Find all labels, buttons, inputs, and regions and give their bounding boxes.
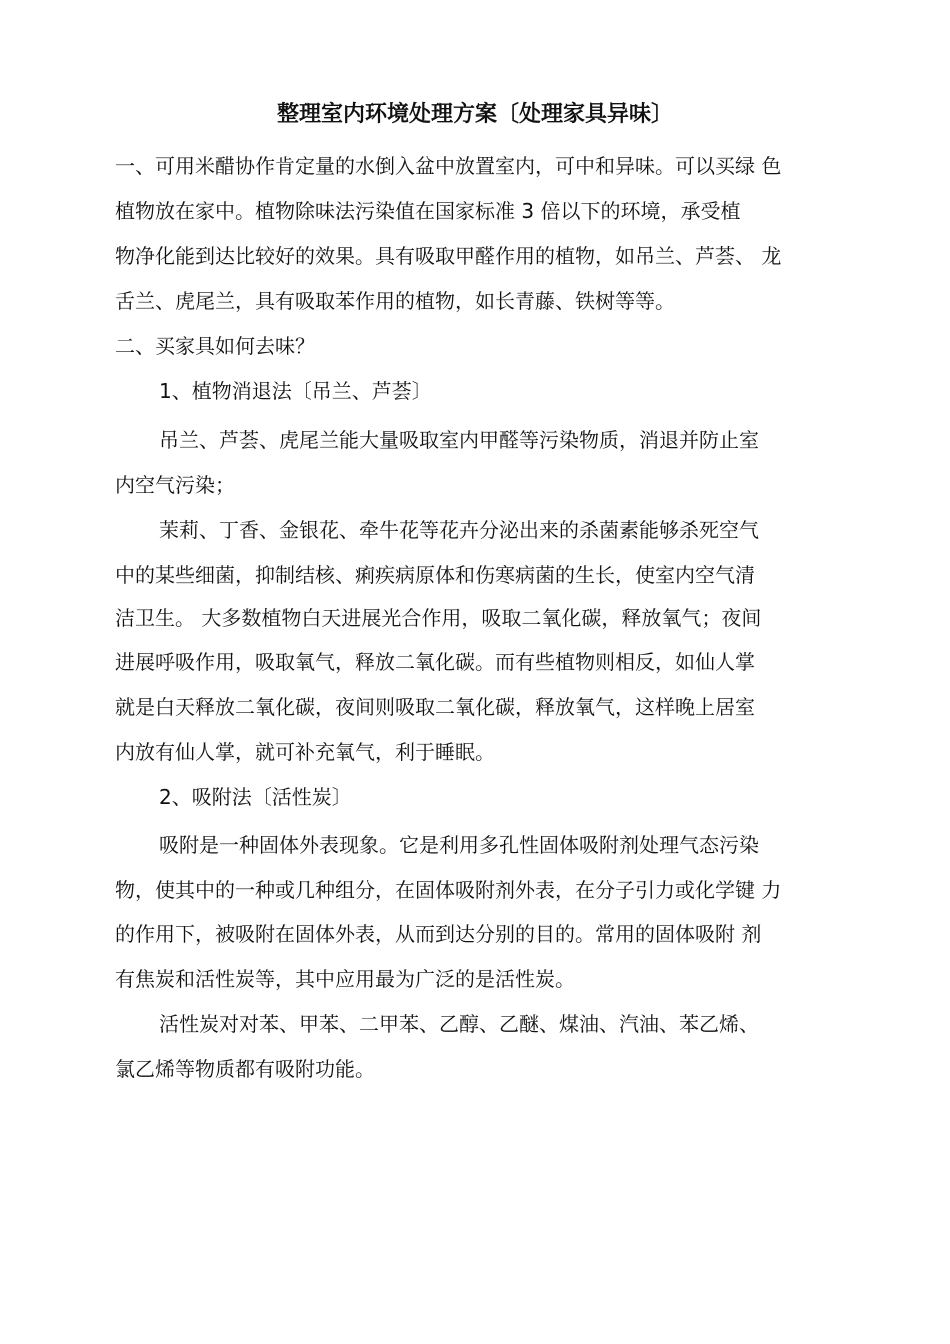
paragraph-line: 内放有仙人掌，就可补充氧气，利于睡眠。 <box>115 740 495 764</box>
paragraph-line: 吊兰、芦荟、虎尾兰能大量吸取室内甲醛等污染物质，消退并防止室 <box>159 428 759 452</box>
paragraph-line: 茉莉、丁香、金银花、牵牛花等花卉分泌出来的杀菌素能够杀死空气 <box>159 518 759 542</box>
paragraph-line: 氯乙烯等物质都有吸附功能。 <box>115 1057 375 1081</box>
paragraph-line: 物，使其中的一种或几种组分，在固体吸附剂外表，在分子引力或化学键 力 <box>115 878 782 902</box>
paragraph-line: 有焦炭和活性炭等，其中应用最为广泛的是活性炭。 <box>115 967 575 991</box>
paragraph-line: 舌兰、虎尾兰，具有吸取苯作用的植物，如长青藤、铁树等等。 <box>115 289 675 313</box>
paragraph-line: 活性炭对对苯、甲苯、二甲苯、乙醇、乙醚、煤油、汽油、苯乙烯、 <box>159 1012 759 1036</box>
method-heading: 1、植物消退法〔吊兰、芦荟〕 <box>159 379 432 403</box>
paragraph-line: 洁卫生。 大多数植物白天进展光合作用，吸取二氧化碳，释放氧气；夜间 <box>115 606 762 630</box>
document-title: 整理室内环境处理方案〔处理家具异味〕 <box>276 102 673 127</box>
paragraph-line: 内空气污染； <box>115 473 235 497</box>
paragraph-line: 进展呼吸作用，吸取氧气，释放二氧化碳。而有些植物则相反，如仙人掌 <box>115 650 755 674</box>
paragraph-line: 中的某些细菌，抑制结核、痢疾病原体和伤寒病菌的生长，使室内空气清 <box>115 563 755 587</box>
section-heading: 二、买家具如何去味？ <box>115 334 315 358</box>
method-heading: 2、吸附法〔活性炭〕 <box>159 785 352 809</box>
paragraph-line: 的作用下，被吸附在固体外表，从而到达分别的目的。常用的固体吸附 剂 <box>115 922 762 946</box>
paragraph-line: 物净化能到达比较好的效果。具有吸取甲醛作用的植物，如吊兰、芦荟、 龙 <box>115 244 782 268</box>
paragraph-line: 植物放在家中。植物除味法污染值在国家标准 3 倍以下的环境，承受植 <box>115 199 741 223</box>
paragraph-line: 吸附是一种固体外表现象。它是利用多孔性固体吸附剂处理气态污染 <box>159 833 759 857</box>
paragraph-line: 就是白天释放二氧化碳，夜间则吸取二氧化碳，释放氧气，这样晚上居室 <box>115 695 755 719</box>
paragraph-line: 一、可用米醋协作肯定量的水倒入盆中放置室内，可中和异味。可以买绿 色 <box>115 154 782 178</box>
